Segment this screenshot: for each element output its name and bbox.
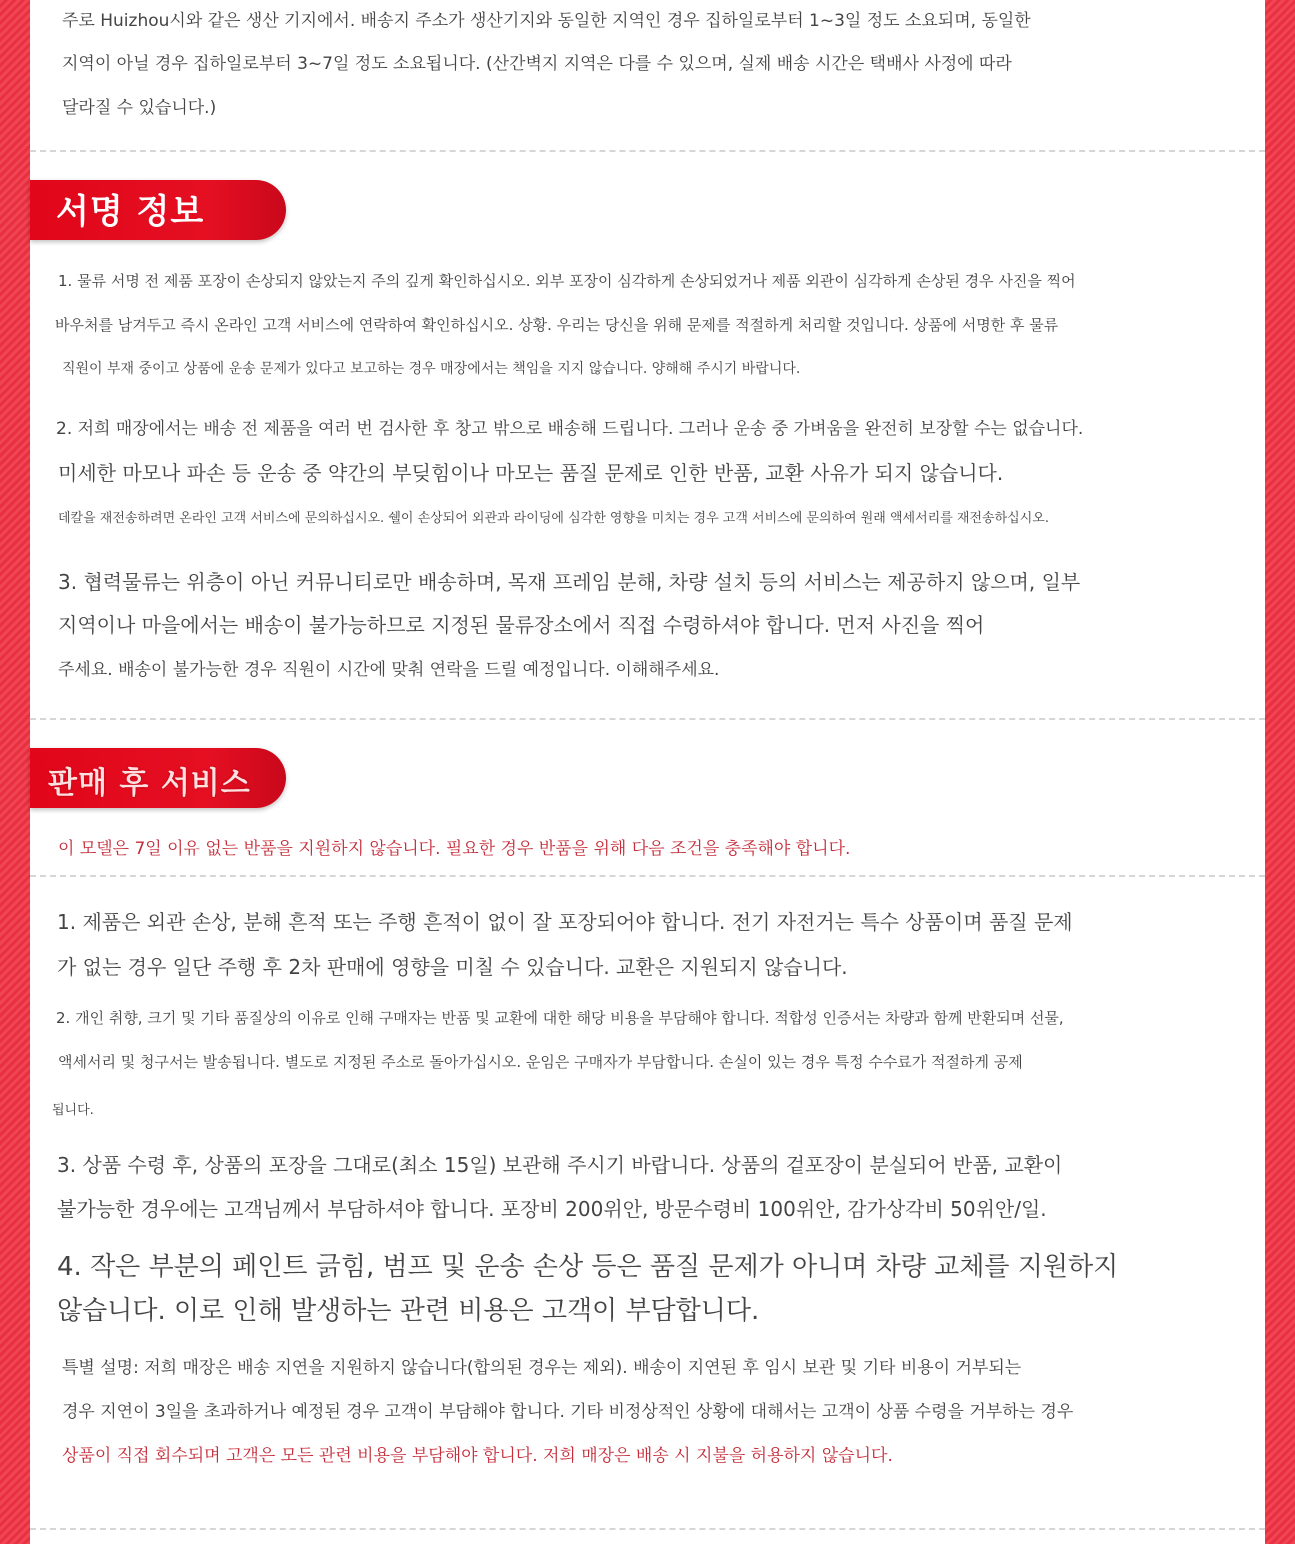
intro-line: 주로 Huizhou시와 같은 생산 기지에서. 배송지 주소가 생산기지와 동일한 지역인 경우 집하일로부터 1~3일 정도 소요되며, 동일한 (62, 11, 1031, 31)
after-sales-p1-line: 가 없는 경우 일단 주행 후 2차 판매에 영향을 미칠 수 있습니다. 교환은 지원되지 않습니다. (57, 955, 848, 979)
signature-p3-line: 주세요. 배송이 불가능한 경우 직원이 시간에 맞춰 연락을 드릴 예정입니다. 이해해주세요. (58, 660, 720, 680)
content-card (30, 0, 1265, 1544)
intro-line: 지역이 아닐 경우 집하일로부터 3~7일 정도 소요됩니다. (산간벽지 지역은 다를 수 있으며, 실제 배송 시간은 택배사 사정에 따라 (62, 54, 1012, 74)
after-sales-p1-line: 1. 제품은 외관 손상, 분해 흔적 또는 주행 흔적이 없이 잘 포장되어야 합니다. 전기 자전거는 특수 상품이며 품질 문제 (57, 910, 1073, 934)
special-note-line: 특별 설명: 저희 매장은 배송 지연을 지원하지 않습니다(합의된 경우는 제외). 배송이 지연된 후 임시 보관 및 기타 비용이 거부되는 (62, 1358, 1022, 1378)
after-sales-notice: 이 모델은 7일 이유 없는 반품을 지원하지 않습니다. 필요한 경우 반품을 위해 다음 조건을 충족해야 합니다. (58, 839, 851, 859)
signature-p2-line: 데칼을 재전송하려면 온라인 고객 서비스에 문의하십시오. 쉘이 손상되어 외관과 라이딩에 심각한 영향을 미치는 경우 고객 서비스에 문의하여 원래 액세서리를 재전송하십시오. (58, 511, 1049, 526)
signature-p3-line: 3. 협력물류는 위층이 아닌 커뮤니티로만 배송하며, 목재 프레임 분해, 차량 설치 등의 서비스는 제공하지 않으며, 일부 (58, 570, 1081, 594)
after-sales-p3-line: 3. 상품 수령 후, 상품의 포장을 그대로(최소 15일) 보관해 주시기 바랍니다. 상품의 겉포장이 분실되어 반품, 교환이 (57, 1153, 1063, 1177)
intro-line: 달라질 수 있습니다.) (62, 98, 217, 118)
special-note-line: 경우 지연이 3일을 초과하거나 예정된 경우 고객이 부담해야 합니다. 기타 비정상적인 상황에 대해서는 고객이 상품 수령을 거부하는 경우 (62, 1402, 1074, 1422)
signature-p2-line: 2. 저희 매장에서는 배송 전 제품을 여러 번 검사한 후 창고 밖으로 배송해 드립니다. 그러나 운송 중 가벼움을 완전히 보장할 수는 없습니다. (56, 419, 1084, 439)
section-divider (30, 150, 1265, 152)
after-sales-p4-line: 않습니다. 이로 인해 발생하는 관련 비용은 고객이 부담합니다. (57, 1296, 760, 1326)
signature-p3-line: 지역이나 마을에서는 배송이 불가능하므로 지정된 물류장소에서 직접 수령하셔야 합니다. 먼저 사진을 찍어 (58, 613, 985, 637)
after-sales-section-title: 판매 후 서비스 (48, 766, 251, 801)
section-divider (30, 718, 1265, 720)
after-sales-p4-line: 4. 작은 부분의 페인트 긁힘, 범프 및 운송 손상 등은 품질 문제가 아니며 차량 교체를 지원하지 (57, 1252, 1119, 1282)
section-divider (30, 1528, 1265, 1530)
after-sales-p2-line: 2. 개인 취향, 크기 및 기타 품질상의 이유로 인해 구매자는 반품 및 교환에 대한 해당 비용을 부담해야 합니다. 적합성 인증서는 차량과 함께 반환되며 선물, (56, 1009, 1064, 1027)
signature-p1-line: 바우처를 남겨두고 즉시 온라인 고객 서비스에 연락하여 확인하십시오. 상황. 우리는 당신을 위해 문제를 적절하게 처리할 것입니다. 상품에 서명한 후 물류 (55, 316, 1059, 334)
after-sales-p2-line: 됩니다. (52, 1103, 94, 1118)
after-sales-section-banner (30, 748, 286, 808)
signature-p2-line: 미세한 마모나 파손 등 운송 중 약간의 부딪힘이나 마모는 품질 문제로 인한 반품, 교환 사유가 되지 않습니다. (58, 461, 1004, 485)
section-divider (30, 875, 1265, 877)
signature-section-banner (30, 180, 286, 240)
signature-section-title: 서명 정보 (56, 192, 205, 232)
signature-p1-line: 1. 물류 서명 전 제품 포장이 손상되지 않았는지 주의 깊게 확인하십시오. 외부 포장이 심각하게 손상되었거나 제품 외관이 심각하게 손상된 경우 사진을 찍어 (58, 272, 1076, 290)
after-sales-p3-line: 불가능한 경우에는 고객님께서 부담하셔야 합니다. 포장비 200위안, 방문수령비 100위안, 감가상각비 50위안/일. (57, 1197, 1047, 1221)
after-sales-p2-line: 액세서리 및 청구서는 발송됩니다. 별도로 지정된 주소로 돌아가십시오. 운임은 구매자가 부담합니다. 손실이 있는 경우 특정 수수료가 적절하게 공제 (58, 1053, 1023, 1071)
special-note-line: 상품이 직접 회수되며 고객은 모든 관련 비용을 부담해야 합니다. 저희 매장은 배송 시 지불을 허용하지 않습니다. (62, 1446, 893, 1466)
signature-p1-line: 직원이 부재 중이고 상품에 운송 문제가 있다고 보고하는 경우 매장에서는 책임을 지지 않습니다. 양해해 주시기 바랍니다. (62, 361, 801, 377)
